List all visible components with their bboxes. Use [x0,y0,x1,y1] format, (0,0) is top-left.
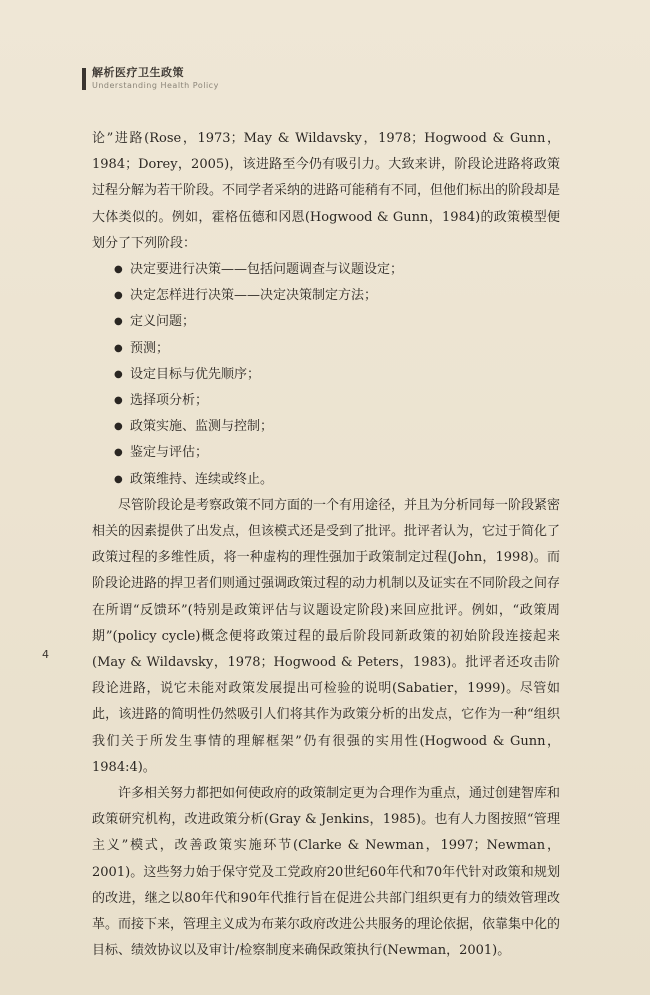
stage-item: ● 定义问题； [114,309,560,335]
page-body [92,126,560,965]
paragraph-3: 许多相关努力都把如何使政府的政策制定更为合理作为重点，通过创建智库和政策研究机构，改进政策分析(Gray & Jenkins，1985)。也有人力图按照“管理主义”模式，改善政策实施环节(Clarke & Newman，1997；Newman，2001)。这些努力始于保守党及工党政府20世纪60年代和70年代针对政策和规划的改进，继之以80年代和90年代推行旨在促进公共部门组织更有力的绩效管理改革。而接下来，管理主义成为布莱尔政府改进公共服务的理论依据，依靠集中化的目标、绩效协议以及审计/检察制度来确保政策执行(Newman，2001)。 [92,786,561,959]
paragraph-2: 尽管阶段论是考察政策不同方面的一个有用途径，并且为分析同每一阶段紧密相关的因素提供了出发点，但该模式还是受到了批评。批评者认为，它过于简化了政策过程的多维性质，将一种虚构的理性强加于政策制定过程(John，1998)。而阶段论进路的捍卫者们则通过强调政策过程的动力机制以及证实在不同阶段之间存在所谓“反馈环”(特别是政策评估与议题设定阶段)来回应批评。例如，“政策周期”(policy cycle)概念便将政策过程的最后阶段同新政策的初始阶段连接起来(May & Wildavsky，1978；Hogwood & Peters，1983)。批评者还攻击阶段论进路，说它未能对政策发展提出可检验的说明(Sabatier，1999)。尽管如此，该进路的简明性仍然吸引人们将其作为政策分析的出发点，它作为一种“组织我们关于所发生事情的理解框架”仍有很强的实用性(Hogwood & Gunn，1984:4)。 [92,497,561,775]
page-number: 4 [42,648,49,661]
book-title: 解析医疗卫生政策 [92,66,184,79]
stage-item: ● 决定怎样进行决策——决定决策制定方法； [114,283,560,309]
paragraph-1: 论”进路(Rose，1973；May & Wildavsky，1978；Hogwood & Gunn，1984；Dorey，2005)，该进路至今仍有吸引力。大致来讲，阶段论进路将政策过程分解为若干阶段。不同学者采纳的进路可能稍有不同，但他们标出的阶段却是大体类似的。例如，霍格伍德和冈恩(Hogwood & Gunn，1984)的政策模型便划分了下列阶段： [92,131,561,251]
stage-item: ● 政策实施、监测与控制； [114,414,560,440]
stage-item: ● 决定要进行决策——包括问题调查与议题设定； [114,257,560,283]
stage-list [92,257,560,493]
header-bar [82,68,86,90]
stage-item: ● 鉴定与评估； [114,440,560,466]
stage-item: ● 设定目标与优先顺序； [114,362,560,388]
stage-item: ● 政策维持、连续或终止。 [114,467,560,493]
stage-item: ● 选择项分析； [114,388,560,414]
stage-item: ● 预测； [114,336,560,362]
running-header [92,66,219,91]
book-subtitle: Understanding Health Policy [92,81,219,90]
